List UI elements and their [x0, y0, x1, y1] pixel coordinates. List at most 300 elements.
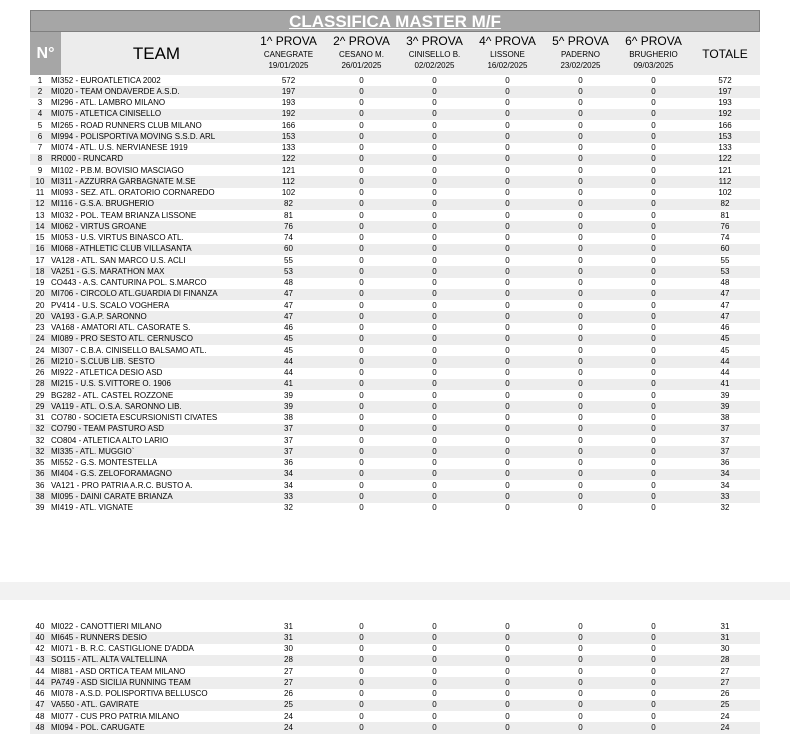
- prova-4-cell: 0: [505, 644, 510, 654]
- table-row: [30, 458, 760, 469]
- total-cell: 39: [720, 390, 730, 400]
- total-cell: 121: [718, 165, 732, 175]
- prova-2-cell: 0: [359, 621, 364, 631]
- prova-1-cell: 55: [284, 255, 293, 265]
- team-cell: VA251 - G.S. MARATHON MAX: [50, 266, 252, 277]
- team-cell: VA193 - G.A.P. SARONNO: [50, 311, 252, 322]
- prova-4-cell: 0: [471, 379, 544, 390]
- prova-1-cell: 81: [284, 210, 293, 220]
- prova-place: CINISELLO B.: [408, 50, 461, 59]
- prova-3-cell: 0: [398, 334, 471, 345]
- prova-3-cell: 0: [432, 503, 437, 513]
- prova-2-cell: 0: [359, 390, 364, 400]
- prova-5-cell: 0: [544, 86, 617, 97]
- total-cell: 76: [690, 221, 760, 232]
- table-row: [30, 311, 760, 322]
- prova-2-cell: 0: [325, 109, 398, 120]
- team-cell: MI068 - ATHLETIC CLUB VILLASANTA: [50, 244, 252, 255]
- prova-4-cell: 0: [505, 278, 510, 288]
- rank-cell: 47: [30, 700, 50, 711]
- prova-3-cell: 0: [398, 677, 471, 688]
- prova-5-cell: 0: [544, 244, 617, 255]
- prova-4-cell: 0: [471, 109, 544, 120]
- table-row: [30, 368, 760, 379]
- table-row: [30, 165, 760, 176]
- total-cell: 31: [720, 621, 730, 631]
- prova-4-cell: 0: [471, 655, 544, 666]
- table-row: [30, 210, 760, 221]
- prova-3-cell: 0: [398, 424, 471, 435]
- rank-cell: 16: [30, 244, 50, 255]
- prova-5-cell: 0: [578, 345, 583, 355]
- prova-4-cell: 0: [505, 689, 510, 699]
- prova-5-cell: 0: [578, 255, 583, 265]
- prova-2-cell: 0: [359, 368, 364, 378]
- total-cell: 25: [690, 700, 760, 711]
- prova-1-cell: 30: [284, 644, 293, 654]
- prova-6-cell: 0: [651, 233, 656, 243]
- rank-cell: 15: [35, 233, 45, 243]
- prova-1-cell: 53: [252, 266, 325, 277]
- prova-date: 02/02/2025: [414, 61, 455, 70]
- prova-4-cell: 0: [471, 722, 544, 733]
- prova-3-cell: 0: [432, 120, 437, 130]
- table-row: [30, 666, 760, 677]
- prova-1-cell: 572: [281, 75, 296, 85]
- rank-cell: 26: [30, 356, 50, 367]
- prova-2-cell: 0: [325, 700, 398, 711]
- prova-5-cell: 0: [544, 469, 617, 480]
- team-cell: MI077 - CUS PRO PATRIA MILANO: [51, 711, 180, 721]
- prova-5-cell: 0: [578, 368, 583, 378]
- prova-5-cell: 0: [544, 379, 617, 390]
- prova-4-cell: 0: [471, 446, 544, 457]
- prova-3-cell: 0: [398, 266, 471, 277]
- prova-1-cell: 47: [284, 300, 293, 310]
- prova-2-cell: 0: [325, 491, 398, 502]
- total-cell: 37: [690, 424, 760, 435]
- rank-cell: 24: [30, 334, 50, 345]
- prova-6-cell: 0: [617, 199, 690, 210]
- prova-1-cell: 47: [252, 311, 325, 322]
- prova-4-cell: 0: [471, 700, 544, 711]
- rank-cell: 20: [35, 300, 45, 310]
- total-cell: 38: [720, 413, 730, 423]
- team-cell: MI307 - C.B.A. CINISELLO BALSAMO ATL.: [51, 345, 207, 355]
- prova-title: 1^ PROVA: [260, 34, 317, 48]
- rank-cell: 35: [35, 458, 45, 468]
- prova-2-cell: 0: [325, 289, 398, 300]
- rank-cell: 48: [30, 722, 50, 733]
- total-cell: 133: [718, 143, 732, 153]
- team-cell: MI102 - P.B.M. BOVISIO MASCIAGO: [51, 165, 184, 175]
- team-cell: RR000 - RUNCARD: [50, 154, 252, 165]
- prova-5-cell: 0: [578, 233, 583, 243]
- team-cell: MI210 - S.CLUB LIB. SESTO: [50, 356, 252, 367]
- total-cell: 82: [690, 199, 760, 210]
- prova-2-cell: 0: [359, 278, 364, 288]
- prova-4-cell: 0: [505, 210, 510, 220]
- team-cell: SO115 - ATL. ALTA VALTELLINA: [50, 655, 252, 666]
- team-cell: MI089 - PRO SESTO ATL. CERNUSCO: [50, 334, 252, 345]
- prova-2-cell: 0: [359, 711, 364, 721]
- ranking-table-page-2: [30, 621, 760, 734]
- header-prova-6: [617, 32, 690, 75]
- prova-4-cell: 0: [505, 435, 510, 445]
- prova-2-cell: 0: [359, 345, 364, 355]
- table-row: [30, 700, 760, 711]
- prova-2-cell: 0: [325, 266, 398, 277]
- prova-6-cell: 0: [651, 621, 656, 631]
- prova-2-cell: 0: [359, 120, 364, 130]
- table-row: [30, 469, 760, 480]
- prova-title: 4^ PROVA: [479, 34, 536, 48]
- prova-1-cell: 31: [252, 632, 325, 643]
- prova-3-cell: 0: [398, 700, 471, 711]
- prova-5-cell: 0: [544, 700, 617, 711]
- prova-2-cell: 0: [325, 311, 398, 322]
- prova-3-cell: 0: [432, 413, 437, 423]
- team-cell: MI352 - EUROATLETICA 2002: [51, 75, 161, 85]
- prova-5-cell: 0: [544, 356, 617, 367]
- prova-2-cell: 0: [325, 424, 398, 435]
- prova-3-cell: 0: [432, 165, 437, 175]
- rank-cell: 23: [35, 323, 45, 333]
- team-cell: MI062 - VIRTUS GROANE: [50, 221, 252, 232]
- total-cell: 44: [720, 368, 730, 378]
- prova-3-cell: 0: [398, 446, 471, 457]
- total-cell: 197: [690, 86, 760, 97]
- team-cell: MI922 - ATLETICA DESIO ASD: [51, 368, 163, 378]
- prova-6-cell: 0: [617, 154, 690, 165]
- prova-1-cell: 24: [252, 722, 325, 733]
- prova-3-cell: 0: [432, 143, 437, 153]
- prova-5-cell: 0: [578, 300, 583, 310]
- table-row: [30, 86, 760, 97]
- prova-date: 26/01/2025: [341, 61, 382, 70]
- prova-4-cell: 0: [505, 120, 510, 130]
- prova-1-cell: 197: [252, 86, 325, 97]
- prova-5-cell: 0: [544, 334, 617, 345]
- rank-cell: 46: [35, 689, 45, 699]
- prova-2-cell: 0: [325, 677, 398, 688]
- total-cell: 39: [690, 401, 760, 412]
- prova-2-cell: 0: [359, 413, 364, 423]
- prova-place: CANEGRATE: [263, 50, 314, 59]
- prova-3-cell: 0: [432, 689, 437, 699]
- table-title: [30, 10, 760, 32]
- rank-cell: 40: [35, 621, 45, 631]
- total-cell: 45: [720, 345, 730, 355]
- prova-4-cell: 0: [505, 75, 510, 85]
- prova-4-cell: 0: [471, 86, 544, 97]
- prova-1-cell: 28: [252, 655, 325, 666]
- prova-3-cell: 0: [398, 109, 471, 120]
- table-row: [30, 199, 760, 210]
- prova-1-cell: 37: [284, 435, 293, 445]
- header-prova-5: [544, 32, 617, 75]
- prova-3-cell: 0: [432, 390, 437, 400]
- prova-5-cell: 0: [544, 289, 617, 300]
- table-row: [30, 334, 760, 345]
- prova-6-cell: 0: [617, 424, 690, 435]
- prova-6-cell: 0: [617, 176, 690, 187]
- prova-5-cell: 0: [578, 390, 583, 400]
- prova-3-cell: 0: [398, 722, 471, 733]
- header-prova-4: [471, 32, 544, 75]
- prova-4-cell: 0: [505, 458, 510, 468]
- prova-4-cell: 0: [471, 424, 544, 435]
- total-cell: 27: [720, 666, 730, 676]
- table-row: [30, 435, 760, 446]
- prova-1-cell: 27: [284, 666, 293, 676]
- prova-6-cell: 0: [651, 165, 656, 175]
- prova-1-cell: 193: [281, 98, 296, 108]
- prova-2-cell: 0: [359, 666, 364, 676]
- prova-1-cell: 33: [252, 491, 325, 502]
- prova-6-cell: 0: [617, 311, 690, 322]
- prova-place: PADERNO: [561, 50, 600, 59]
- table-row: [30, 644, 760, 655]
- rank-cell: 36: [35, 480, 45, 490]
- table-header: [30, 32, 760, 75]
- total-cell: 41: [690, 379, 760, 390]
- table-row: [30, 621, 760, 632]
- prova-3-cell: 0: [432, 368, 437, 378]
- prova-4-cell: 0: [471, 469, 544, 480]
- rank-cell: 20: [30, 311, 50, 322]
- rank-cell: 12: [30, 199, 50, 210]
- prova-1-cell: 166: [281, 120, 296, 130]
- header-prova-2: [325, 32, 398, 75]
- prova-1-cell: 48: [284, 278, 293, 288]
- total-cell: 36: [720, 458, 730, 468]
- prova-6-cell: 0: [651, 711, 656, 721]
- table-row: [30, 722, 760, 733]
- prova-4-cell: 0: [471, 266, 544, 277]
- prova-date: 09/03/2025: [633, 61, 674, 70]
- prova-5-cell: 0: [544, 176, 617, 187]
- prova-3-cell: 0: [432, 75, 437, 85]
- prova-4-cell: 0: [471, 401, 544, 412]
- rank-cell: 11: [35, 188, 45, 198]
- prova-6-cell: 0: [651, 644, 656, 654]
- prova-3-cell: 0: [432, 458, 437, 468]
- prova-4-cell: 0: [505, 188, 510, 198]
- prova-5-cell: 0: [578, 711, 583, 721]
- prova-1-cell: 102: [281, 188, 296, 198]
- prova-6-cell: 0: [651, 458, 656, 468]
- prova-3-cell: 0: [432, 188, 437, 198]
- prova-5-cell: 0: [578, 413, 583, 423]
- prova-5-cell: 0: [544, 632, 617, 643]
- team-cell: MI215 - U.S. S.VITTORE O. 1906: [50, 379, 252, 390]
- team-cell: MI552 - G.S. MONTESTELLA: [51, 458, 158, 468]
- prova-5-cell: 0: [544, 221, 617, 232]
- prova-3-cell: 0: [432, 345, 437, 355]
- prova-2-cell: 0: [325, 334, 398, 345]
- total-cell: 34: [720, 480, 730, 490]
- prova-6-cell: 0: [651, 188, 656, 198]
- table-row: [30, 176, 760, 187]
- rank-cell: 17: [35, 255, 45, 265]
- prova-4-cell: 0: [505, 503, 510, 513]
- team-cell: MI071 - B. R.C. CASTIGLIONE D'ADDA: [51, 644, 194, 654]
- team-cell: VA168 - AMATORI ATL. CASORATE S.: [51, 323, 191, 333]
- prova-3-cell: 0: [432, 644, 437, 654]
- prova-2-cell: 0: [359, 323, 364, 333]
- total-cell: 112: [690, 176, 760, 187]
- prova-3-cell: 0: [432, 300, 437, 310]
- rank-cell: 4: [30, 109, 50, 120]
- total-cell: 48: [720, 278, 730, 288]
- total-cell: 53: [690, 266, 760, 277]
- prova-3-cell: 0: [432, 666, 437, 676]
- table-row: [30, 503, 760, 514]
- prova-5-cell: 0: [544, 424, 617, 435]
- prova-4-cell: 0: [505, 368, 510, 378]
- prova-6-cell: 0: [651, 278, 656, 288]
- team-cell: MI078 - A.S.D. POLISPORTIVA BELLUSCO: [51, 689, 208, 699]
- prova-5-cell: 0: [578, 689, 583, 699]
- prova-6-cell: 0: [651, 689, 656, 699]
- total-cell: 47: [690, 311, 760, 322]
- team-cell: MI419 - ATL. VIGNATE: [51, 503, 133, 513]
- prova-6-cell: 0: [651, 300, 656, 310]
- total-cell: 102: [718, 188, 732, 198]
- prova-6-cell: 0: [651, 210, 656, 220]
- prova-5-cell: 0: [578, 480, 583, 490]
- prova-1-cell: 133: [281, 143, 296, 153]
- prova-4-cell: 0: [505, 143, 510, 153]
- prova-6-cell: 0: [617, 655, 690, 666]
- prova-4-cell: 0: [471, 356, 544, 367]
- table-row: [30, 154, 760, 165]
- rank-cell: 29: [30, 401, 50, 412]
- prova-4-cell: 0: [471, 491, 544, 502]
- prova-6-cell: 0: [651, 255, 656, 265]
- prova-1-cell: 36: [284, 458, 293, 468]
- table-row: [30, 711, 760, 722]
- prova-4-cell: 0: [505, 711, 510, 721]
- prova-5-cell: 0: [578, 621, 583, 631]
- prova-4-cell: 0: [505, 300, 510, 310]
- table-row: [30, 120, 760, 131]
- team-cell: PV414 - U.S. SCALO VOGHERA: [51, 300, 170, 310]
- team-cell: VA128 - ATL. SAN MARCO U.S. ACLI: [51, 255, 186, 265]
- prova-3-cell: 0: [432, 255, 437, 265]
- prova-5-cell: 0: [544, 311, 617, 322]
- prova-6-cell: 0: [617, 632, 690, 643]
- table-row: [30, 109, 760, 120]
- team-cell: MI265 - ROAD RUNNERS CLUB MILANO: [51, 120, 202, 130]
- rank-cell: 14: [30, 221, 50, 232]
- prova-4-cell: 0: [505, 413, 510, 423]
- total-cell: 30: [720, 644, 730, 654]
- total-cell: 45: [690, 334, 760, 345]
- table-row: [30, 401, 760, 412]
- table-row: [30, 278, 760, 289]
- prova-5-cell: 0: [544, 154, 617, 165]
- prova-5-cell: 0: [578, 666, 583, 676]
- prova-5-cell: 0: [544, 131, 617, 142]
- prova-2-cell: 0: [359, 75, 364, 85]
- prova-5-cell: 0: [578, 323, 583, 333]
- prova-4-cell: 0: [471, 311, 544, 322]
- rank-cell: 2: [30, 86, 50, 97]
- prova-1-cell: 24: [284, 711, 293, 721]
- prova-1-cell: 26: [284, 689, 293, 699]
- team-cell: MI032 - POL. TEAM BRIANZA LISSONE: [51, 210, 197, 220]
- prova-6-cell: 0: [651, 120, 656, 130]
- prova-2-cell: 0: [359, 98, 364, 108]
- prova-3-cell: 0: [432, 278, 437, 288]
- total-cell: 166: [718, 120, 732, 130]
- total-cell: 37: [690, 446, 760, 457]
- prova-3-cell: 0: [432, 435, 437, 445]
- team-cell: MI075 - ATLETICA CINISELLO: [50, 109, 252, 120]
- table-row: [30, 188, 760, 199]
- prova-5-cell: 0: [578, 98, 583, 108]
- prova-1-cell: 45: [284, 345, 293, 355]
- total-cell: 47: [720, 300, 730, 310]
- rank-cell: 31: [35, 413, 45, 423]
- prova-3-cell: 0: [432, 711, 437, 721]
- prova-2-cell: 0: [359, 233, 364, 243]
- table-row: [30, 632, 760, 643]
- prova-3-cell: 0: [398, 356, 471, 367]
- rank-cell: 38: [30, 491, 50, 502]
- rank-cell: 36: [30, 469, 50, 480]
- rank-cell: 42: [35, 644, 45, 654]
- rank-cell: 7: [37, 143, 43, 153]
- prova-2-cell: 0: [325, 469, 398, 480]
- total-cell: 27: [690, 677, 760, 688]
- prova-5-cell: 0: [578, 210, 583, 220]
- total-cell: 24: [720, 711, 730, 721]
- prova-3-cell: 0: [398, 491, 471, 502]
- header-total: TOTALE: [690, 32, 760, 75]
- prova-3-cell: 0: [398, 244, 471, 255]
- team-cell: CO780 - SOCIETA ESCURSIONISTI CIVATES: [51, 413, 218, 423]
- prova-1-cell: 60: [252, 244, 325, 255]
- prova-4-cell: 0: [471, 632, 544, 643]
- prova-1-cell: 45: [252, 334, 325, 345]
- total-cell: 34: [690, 469, 760, 480]
- prova-6-cell: 0: [651, 98, 656, 108]
- prova-4-cell: 0: [471, 221, 544, 232]
- team-cell: MI116 - G.S.A. BRUGHERIO: [50, 199, 252, 210]
- header-number: N°: [30, 32, 61, 75]
- prova-5-cell: 0: [578, 188, 583, 198]
- total-cell: 74: [720, 233, 730, 243]
- prova-place: BRUGHERIO: [629, 50, 678, 59]
- rank-cell: 6: [30, 131, 50, 142]
- prova-date: 16/02/2025: [487, 61, 528, 70]
- prova-1-cell: 112: [252, 176, 325, 187]
- team-cell: MI074 - ATL. U.S. NERVIANESE 1919: [51, 143, 188, 153]
- prova-2-cell: 0: [359, 165, 364, 175]
- table-row: [30, 689, 760, 700]
- prova-4-cell: 0: [505, 255, 510, 265]
- table-row: [30, 233, 760, 244]
- prova-5-cell: 0: [544, 266, 617, 277]
- prova-4-cell: 0: [471, 677, 544, 688]
- prova-4-cell: 0: [505, 621, 510, 631]
- prova-6-cell: 0: [617, 491, 690, 502]
- team-cell: MI094 - POL. CARUGATE: [50, 722, 252, 733]
- prova-5-cell: 0: [578, 120, 583, 130]
